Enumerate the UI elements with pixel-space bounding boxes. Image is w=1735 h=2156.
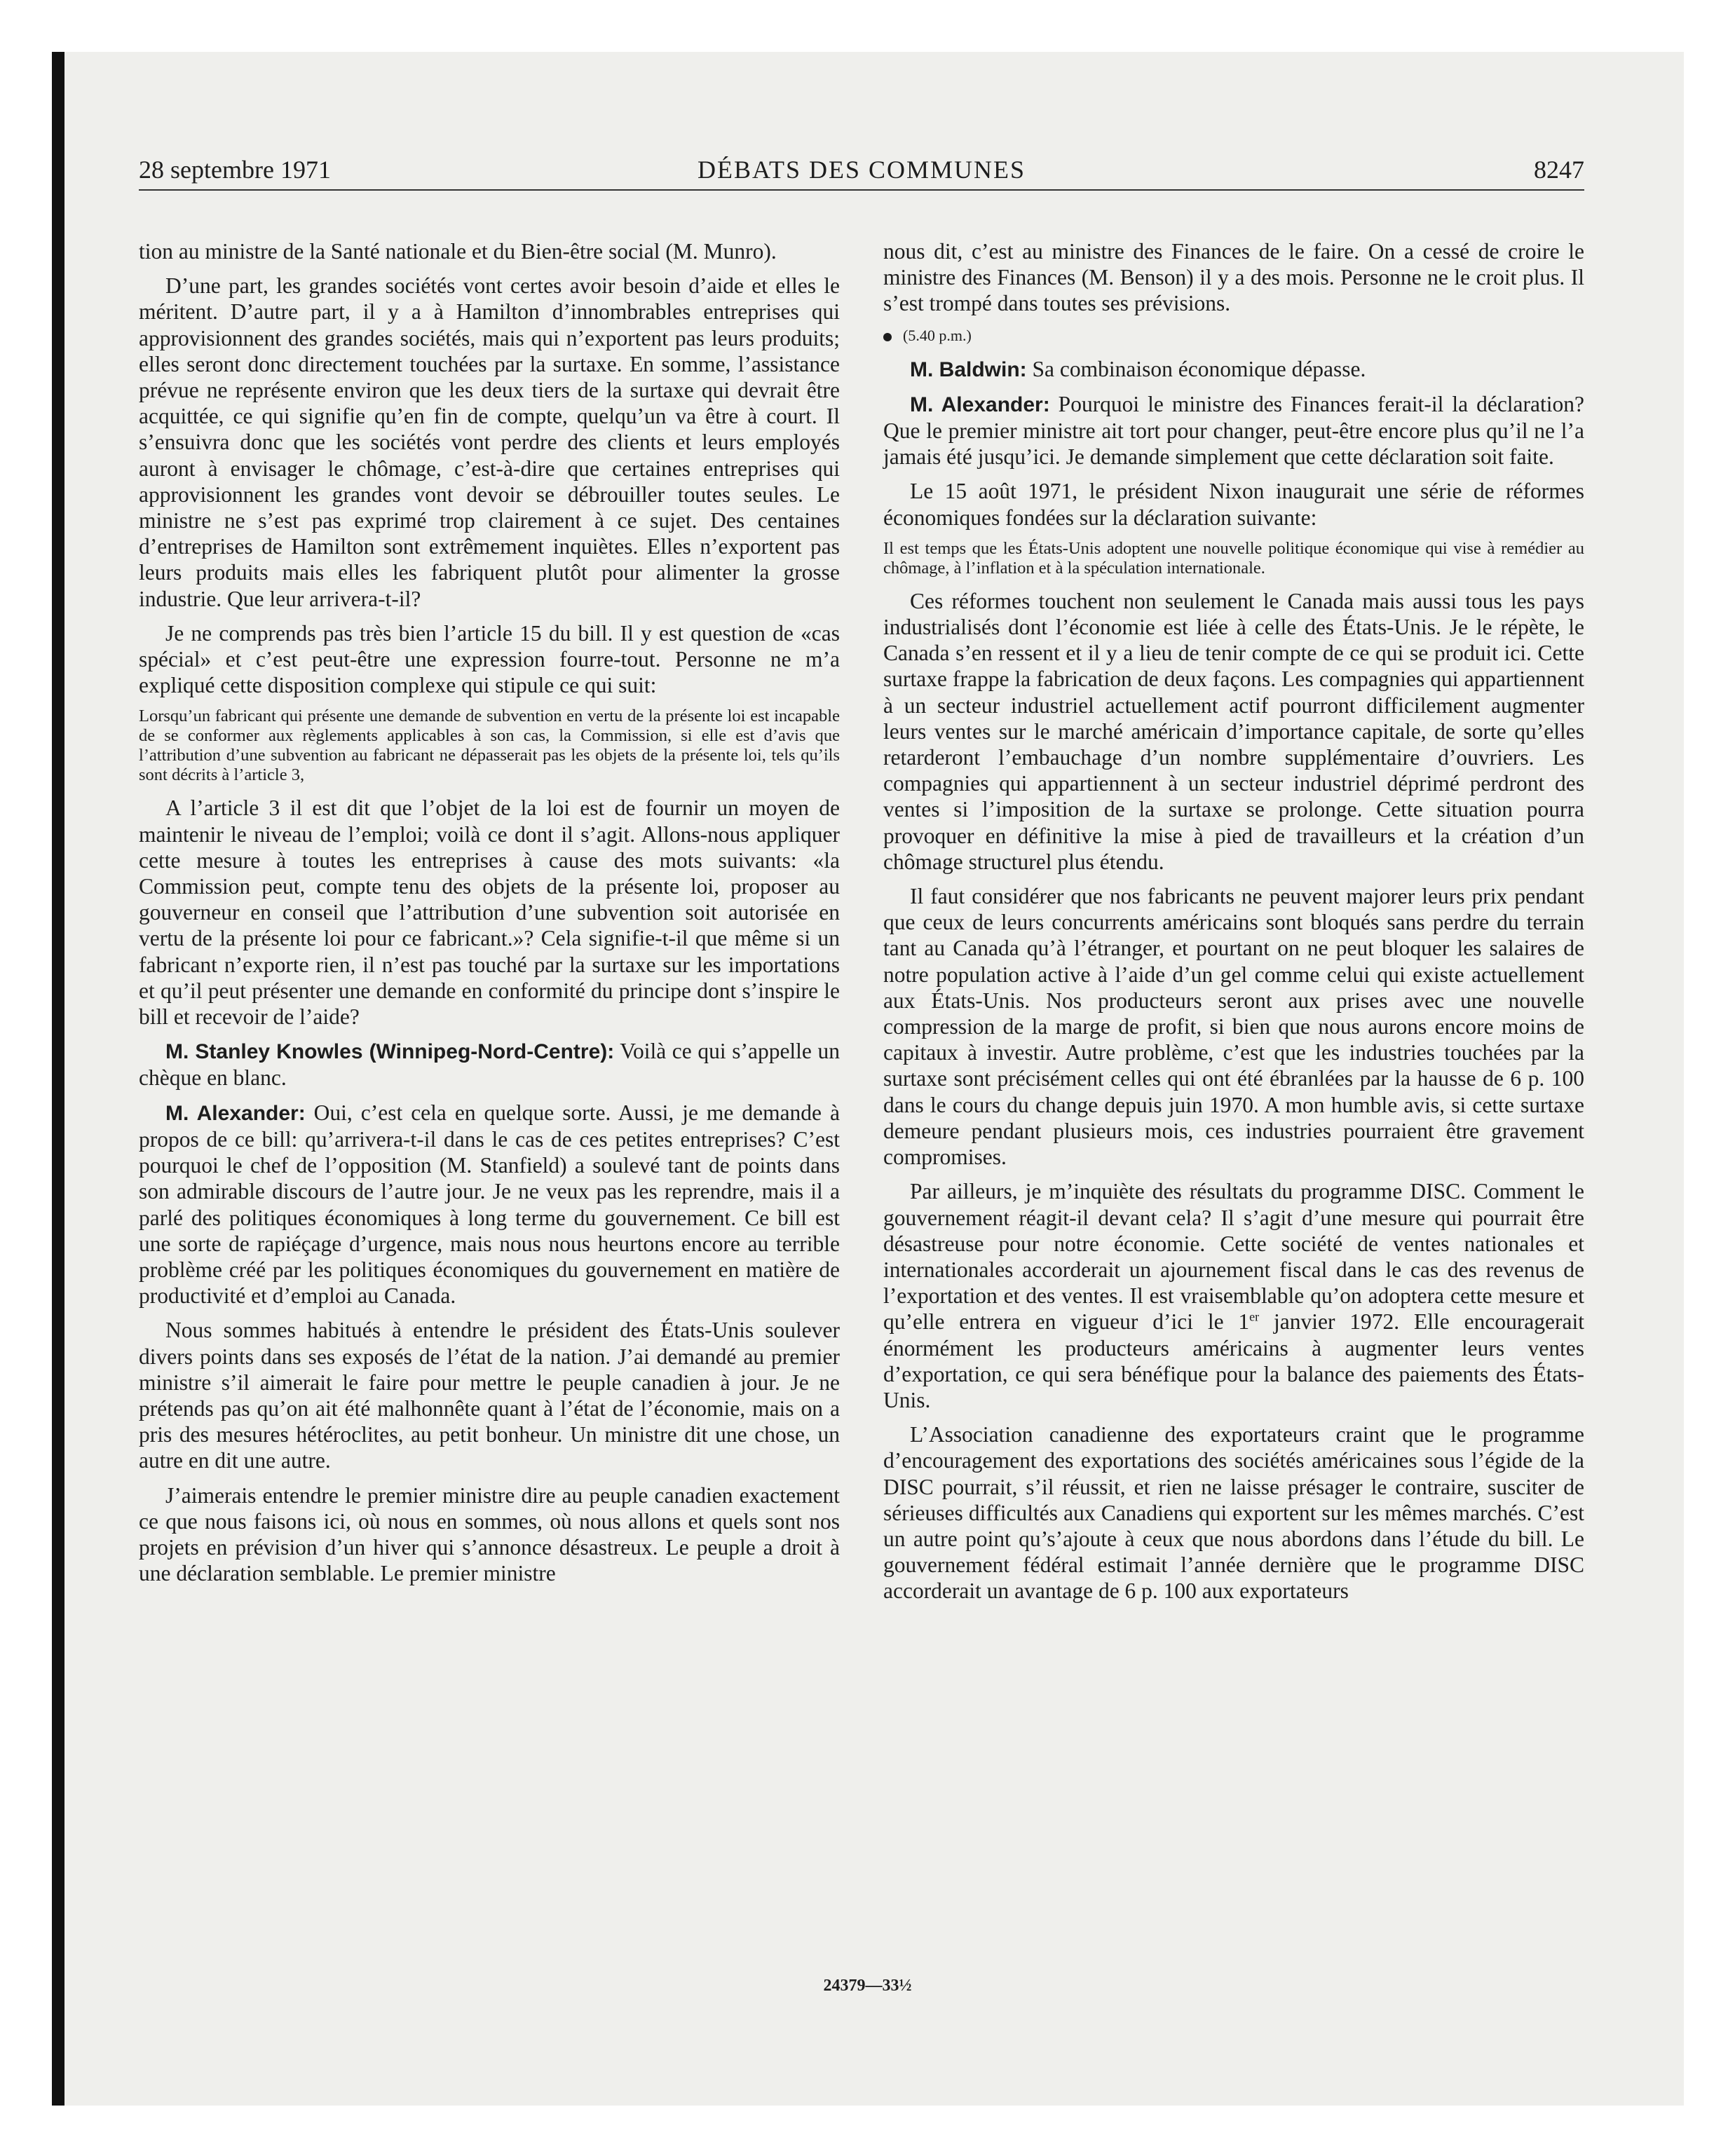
paragraph: D’une part, les grandes sociétés vont certes avoir besoin d’aide et elles le méritent. D’autre part, il y a à Hamilton d’innombrables entreprises qui approvisionnent des grandes sociétés, mais qui n’exportent pas leurs produits; elles seront donc directement touchées par la surtaxe. En somme, l’assistance prévue ne représente environ que les deux tiers de la surtaxe qui devrait être acquittée, ce qui signifie qu’en fin de compte, quelqu’un va être à court. Il s’ensuivra donc que les sociétés vont perdre des clients et leurs employés auront à envisager le chômage, c’est-à-dire que certaines entreprises qui approvisionnent les grandes vont devoir se débrouiller toutes seules. Le ministre ne s’est pas exprimé trop clairement à ce sujet. Des centaines d’entreprises de Hamilton sont extrêmement inquiètes. Elles n’exportent pas leurs produits mais elles les fabriquent plutôt pour alimenter la grosse industrie. Que leur arrivera-t-il?: [139, 273, 840, 611]
block-quote: Il est temps que les États-Unis adoptent une nouvelle politique économique qui vise à remédier au chômage, à l’inflation et à la spéculation internationale.: [883, 538, 1584, 578]
header-date: 28 septembre 1971: [139, 156, 331, 184]
paragraph-text: Par ailleurs, je m’inquiète des résultats du programme DISC. Comment le gouvernement réagit-il devant cela? Il s’agit d’une mesure qui pourrait être désastreuse pour notre économie. Cette société de ventes nationales et internationales accorderait un ajournement fiscal dans le cas des revenus de l’exportation et des ventes. Il est vraisemblable qu’on adoptera cette mesure et qu’elle entrera en vigueur d’ici le 1: [883, 1179, 1584, 1335]
paragraph: tion au ministre de la Santé nationale et du Bien-être social (M. Munro).: [139, 239, 777, 264]
paragraph: Le 15 août 1971, le président Nixon inaugurait une série de réformes économiques fondées sur la déclaration suivante:: [883, 479, 1584, 530]
speech-text: Oui, c’est cela en quelque sorte. Aussi, je me demande à propos de ce bill: qu’arrivera-t-il dans le cas de ces petites entreprises? C’est pourquoi le chef de l’opposition (M. Stanfield) a soulevé tant de points dans son admirable discours de l’autre jour. Je ne veux pas les reprendre, mais il a parlé des politiques économiques à long terme du gouvernement. Ce bill est une sorte de rapiéçage d’urgence, mais nous nous heurtons encore au terrible problème créé par les politiques économiques du gouvernement en matière de productivité et d’emploi au Canada.: [139, 1100, 840, 1309]
time-text: (5.40 p.m.): [903, 326, 972, 344]
scan-edge: [52, 52, 64, 2106]
speech-text: Sa combinaison économique dépasse.: [1026, 356, 1366, 381]
paragraph: Ces réformes touchent non seulement le Canada mais aussi tous les pays industrialisés dont l’économie est liée à celle des États-Unis. Je le répète, le Canada s’en ressent et il y a lieu de tenir compte de ce qui se produit ici. Cette surtaxe frappe la fabrication de deux façons. Les compagnies qui appartiennent à un secteur industriel actuellement actif pourront difficilement augmenter leurs ventes sur le marché américain d’importance capitale, de sorte qu’elles retarderont l’embauchage d’un nombre supplémentaire d’ouvriers. Les compagnies qui appartiennent à un secteur industriel déprimé perdront des ventes si l’imposition de la surtaxe se prolonge. Cette situation pourra provoquer en définitive la mise à pied de travailleurs et la création d’un chômage structurel plus étendu.: [883, 588, 1584, 874]
speaker-name: M. Baldwin:: [910, 357, 1027, 381]
paragraph: J’aimerais entendre le premier ministre dire au peuple canadien exactement ce que nous faisons ici, où nous en sommes, où nous allons et quels sont nos projets en prévision d’un hiver qui s’annonce désastreux. Le peuple a droit à une déclaration semblable. Le premier ministre: [139, 1482, 840, 1586]
speaker-name: M. Stanley Knowles (Winnipeg-Nord-Centre):: [165, 1040, 615, 1064]
paragraph: Je ne comprends pas très bien l’article 15 du bill. Il y est question de «cas spécial» et c’est peut-être une expression fourre-tout. Personne ne m’a expliqué cette disposition complexe qui stipule ce qui suit:: [139, 620, 840, 698]
speech: [139, 1038, 840, 1091]
speaker-name: M. Alexander:: [165, 1101, 306, 1125]
left-column: [139, 238, 840, 1595]
paragraph: L’Association canadienne des exportateurs craint que le programme d’encouragement des exportations des sociétés américaines sous l’égide de la DISC pourrait, s’il réussit, et rien ne laisse présager le contraire, susciter de sérieuses difficultés aux Canadiens qui exportent sur les mêmes marchés. C’est un autre point qu’s’ajoute à ceux que nous abordons dans l’étude du bill. Le gouvernement fédéral estimait l’année dernière que le programme DISC accorderait un avantage de 6 p. 100 aux exportateurs: [883, 1422, 1584, 1604]
header-title: DÉBATS DES COMMUNES: [697, 156, 1026, 184]
paragraph: [883, 1178, 1584, 1413]
paragraph: Il faut considérer que nos fabricants ne peuvent majorer leurs prix pendant que ceux de leurs concurrents américains sont bloqués sans perdre du terrain tant au Canada qu’à l’étranger, et pourtant on ne peut bloquer les salaires de notre population active à l’aide d’un gel comme celui qui existe actuellement aux États-Unis. Nos producteurs seront aux prises avec une nouvelle compression de la marge de profit, si bien que nous aurons encore moins de capitaux à investir. Autre problème, c’est que les industries touchées par la surtaxe sont précisément celles qui ont été ébranlées par la hausse de 6 p. 100 dans le cours du change depuis juin 1970. A mon humble avis, si cette surtaxe demeure pendant plusieurs mois, ces industries pourraient être gravement compromises.: [883, 884, 1584, 1170]
speech: [883, 391, 1584, 470]
bullet-icon: [883, 333, 892, 341]
paragraph: nous dit, c’est au ministre des Finances de le faire. On a cessé de croire le ministre des Finances (M. Benson) il y a des mois. Personne ne le croit plus. Il s’est trompé dans toutes ses prévisions.: [883, 239, 1584, 316]
speech-text: Voilà ce qui s’appelle un chèque en blanc.: [139, 1039, 841, 1091]
time-stamp: [883, 325, 1584, 346]
speech-text: Pourquoi le ministre des Finances ferait-il la déclaration? Que le premier ministre ait tort pour changer, peut-être encore plus qu’il ne l’a jamais été jusqu’ici. Je demande simplement que cette déclaration soit faite.: [883, 391, 1584, 470]
paragraph: Nous sommes habitués à entendre le président des États-Unis soulever divers points dans ses exposés de l’état de la nation. J’ai demandé au premier ministre s’il aimerait le faire pour mettre le peuple canadien à jour. Je ne prétends pas qu’on ait été malhonnête quant à l’état de l’économie, mais on a pris des mesures hétéroclites, au petit bonheur. Un ministre dit une chose, un autre en dit une autre.: [139, 1318, 840, 1473]
paragraph-text: janvier 1972. Elle encouragerait énormément les producteurs américains à augmenter leurs ventes d’exportation, ce qui sera bénéfique pour la balance des paiements des États-Unis.: [883, 1309, 1584, 1412]
block-quote: Lorsqu’un fabricant qui présente une demande de subvention en vertu de la présente loi est incapable de se conformer aux règlements applicables à son cas, la Commission, si elle est d’avis que l’attribution d’une subvention au fabricant ne dépasserait pas les objets de la présente loi, tels qu’ils sont décrits à l’article 3,: [139, 707, 840, 785]
header-page-number: 8247: [1534, 156, 1584, 184]
paragraph: A l’article 3 il est dit que l’objet de la loi est de fournir un moyen de maintenir le niveau de l’emploi; voilà ce dont il s’agit. Allons-nous appliquer cette mesure à toutes les entreprises à cause des mots suivants: «la Commission peut, compte tenu des objets de la présente loi, proposer au gouverneur en conseil que l’attribution d’une subvention soit autorisée en vertu de la présente loi pour ce fabricant.»? Cela signifie-t-il que même si un fabricant n’exporte rien, il n’est pas touché par la surtaxe sur les importations et qu’il peut présenter une demande en conformité du principe dont s’inspire le bill et recevoir de l’aide?: [139, 796, 840, 1030]
footer-code: 24379—33½: [823, 1977, 912, 1995]
right-column: [883, 238, 1584, 1613]
speaker-name: M. Alexander:: [910, 393, 1050, 416]
page-header: [139, 153, 1584, 191]
speech: [139, 1100, 840, 1309]
superscript: er: [1249, 1309, 1260, 1324]
speech: [883, 356, 1584, 383]
